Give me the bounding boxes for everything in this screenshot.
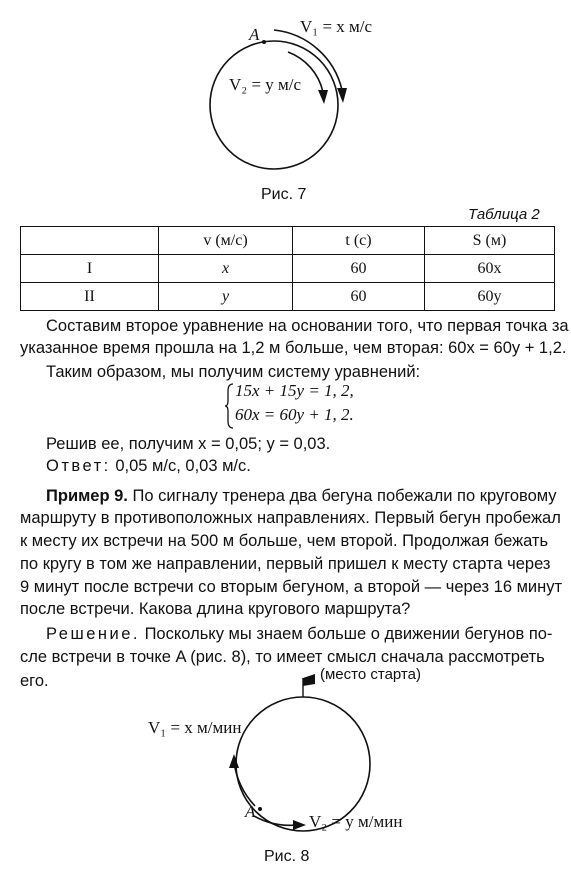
fig8-v1-label: V₁ = x м/мин (148, 718, 242, 737)
fig7-point-a-dot (262, 40, 266, 44)
system-brace (225, 383, 235, 429)
solution-label: Решение. (46, 625, 140, 643)
solution-line: сле встречи в точке A (рис. 8), то имеет смысл сначала рассмотреть его. (20, 648, 545, 690)
table-row (21, 283, 555, 311)
table-row (21, 255, 555, 283)
table-header-cell: t (с) (293, 227, 425, 255)
example9-line: 9 минут после встречи со вторым бегуном, а второй — через 16 минут (20, 578, 563, 596)
example9-line: к месту их встречи на 500 м больше, чем второй. Продолжая бежать (20, 532, 549, 550)
fig8-v1-arrowhead (229, 754, 239, 768)
table-cell: 60y (425, 283, 555, 311)
table-2 (20, 226, 555, 311)
answer-label: Ответ: (46, 457, 111, 475)
table2-caption: Таблица 2 (468, 206, 540, 223)
fig8-v2-arrow (254, 816, 296, 825)
fig7-inner-arrowhead (318, 90, 328, 104)
paragraph-line: Таким образом, мы получим систему уравнений: (46, 363, 421, 381)
example9-text: По сигналу тренера два бегуна побежали по круговому (132, 487, 557, 505)
table-header-cell: S (м) (425, 227, 555, 255)
paragraph-line: указанное время прошла на 1,2 м больше, чем вторая: 60x = 60y + 1,2. (20, 339, 567, 357)
table-cell: I (21, 255, 159, 283)
example9-title: Пример 9. (46, 487, 128, 505)
fig7-v2-label: V₂ = y м/с (229, 75, 302, 94)
figure-8 (0, 660, 571, 876)
fig7-caption: Рис. 7 (261, 186, 307, 203)
table-header-cell: v (м/с) (159, 227, 293, 255)
fig8-v2-arrowhead (293, 820, 306, 830)
fig8-v2-label: V₂ = y м/мин (309, 812, 403, 831)
fig8-start-label: (место старта) (320, 666, 421, 683)
table-cell: y (159, 283, 293, 311)
fig8-caption: Рис. 8 (264, 848, 310, 865)
solution-result-line: Решив ее, получим x = 0,05; y = 0,03. (46, 435, 331, 453)
answer-value: 0,05 м/с, 0,03 м/с. (115, 457, 251, 475)
table-cell: II (21, 283, 159, 311)
flag-icon (303, 674, 315, 686)
table-cell: 60x (425, 255, 555, 283)
example9-line: после встречи. Какова длина кругового маршрута? (20, 600, 411, 618)
solution-text: Поскольку мы знаем больше о движении бегунов по- (144, 625, 553, 643)
fig8-circle (236, 697, 370, 831)
table-cell: x (159, 255, 293, 283)
fig8-point-a-dot (258, 807, 262, 811)
fig7-v1-label: V₁ = x м/с (300, 17, 373, 36)
table-header-cell (21, 227, 159, 255)
answer-line (46, 454, 251, 478)
example9-line (46, 484, 557, 508)
table-header-row (21, 227, 555, 255)
system-equation-2: 60x = 60y + 1, 2. (235, 405, 354, 424)
solution-line (46, 622, 552, 646)
example9-line: маршруту в противоположных направлениях. Первый бегун пробежал (20, 509, 561, 527)
fig8-v1-arrow (234, 762, 255, 806)
system-equation-1: 15x + 15y = 1, 2, (235, 381, 354, 400)
table-cell: 60 (293, 283, 425, 311)
table-cell: 60 (293, 255, 425, 283)
paragraph-line: Составим второе уравнение на основании того, что первая точка за (46, 317, 569, 335)
figure-7 (0, 0, 571, 210)
fig7-circle (210, 41, 338, 169)
example9-line: по кругу в том же направлении, первый пришел к месту старта через (20, 555, 551, 573)
fig8-point-a-label: A (245, 802, 256, 821)
fig7-point-a-label: A (249, 25, 260, 44)
